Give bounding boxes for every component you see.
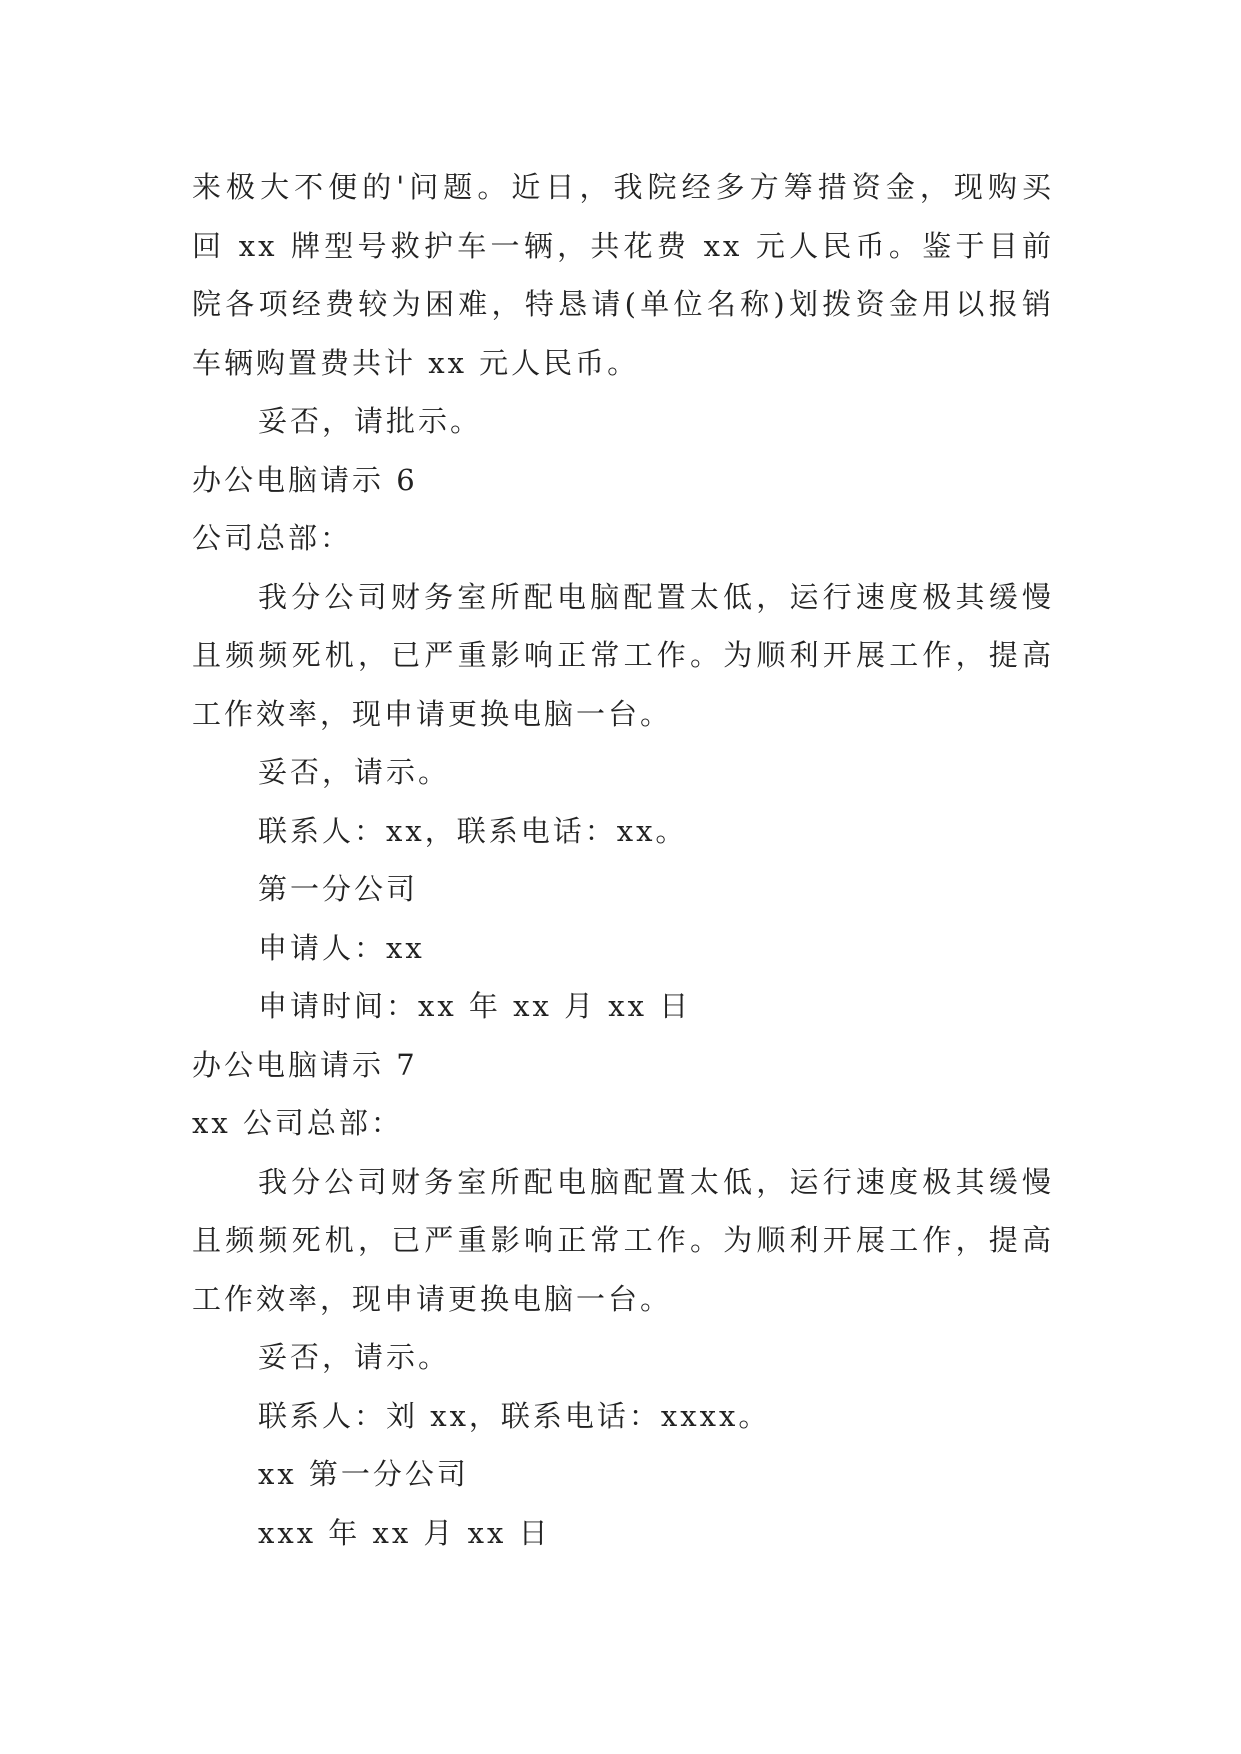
contact-line: 联系人：xx，联系电话：xx。 — [258, 813, 688, 848]
section-heading: 办公电脑请示 6 — [192, 462, 418, 497]
paragraph-line: 且频频死机，已严重影响正常工作。为顺利开展工作，提高 — [192, 1223, 1054, 1257]
section-heading: 办公电脑请示 7 — [192, 1047, 418, 1082]
closing-request-line: 妥否，请批示。 — [258, 404, 483, 438]
paragraph-line: 我分公司财务室所配电脑配置太低，运行速度极其缓慢 — [258, 1164, 1054, 1199]
salutation: xx 公司总部： — [192, 1106, 403, 1140]
salutation: 公司总部： — [192, 521, 353, 555]
paragraph-line: 我分公司财务室所配电脑配置太低，运行速度极其缓慢 — [258, 579, 1054, 614]
paragraph-line: 工作效率，现申请更换电脑一台。 — [192, 696, 673, 731]
closing-request-line: 妥否，请示。 — [258, 755, 451, 789]
paragraph-line: 且频频死机，已严重影响正常工作。为顺利开展工作，提高 — [192, 638, 1054, 672]
signature-organization: 第一分公司 — [258, 872, 419, 906]
date-line: xxx 年 xx 月 xx 日 — [258, 1515, 551, 1550]
paragraph-line: 工作效率，现申请更换电脑一台。 — [192, 1281, 673, 1316]
document-page — [192, 158, 1054, 1562]
signature-organization: xx 第一分公司 — [258, 1457, 469, 1491]
contact-line: 联系人：刘 xx，联系电话：xxxx。 — [258, 1398, 771, 1433]
closing-request-line: 妥否，请示。 — [258, 1340, 451, 1374]
date-line: 申请时间：xx 年 xx 月 xx 日 — [258, 989, 692, 1023]
paragraph-line: 车辆购置费共计 xx 元人民币。 — [192, 345, 640, 380]
paragraph-line: 院各项经费较为困难，特恳请(单位名称)划拨资金用以报销 — [192, 287, 1054, 321]
paragraph-line: 回 xx 牌型号救护车一辆，共花费 xx 元人民币。鉴于目前 — [192, 228, 1054, 263]
applicant-line: 申请人：xx — [258, 930, 425, 965]
paragraph-line: 来极大不便的'问题。近日，我院经多方筹措资金，现购买 — [192, 170, 1054, 204]
